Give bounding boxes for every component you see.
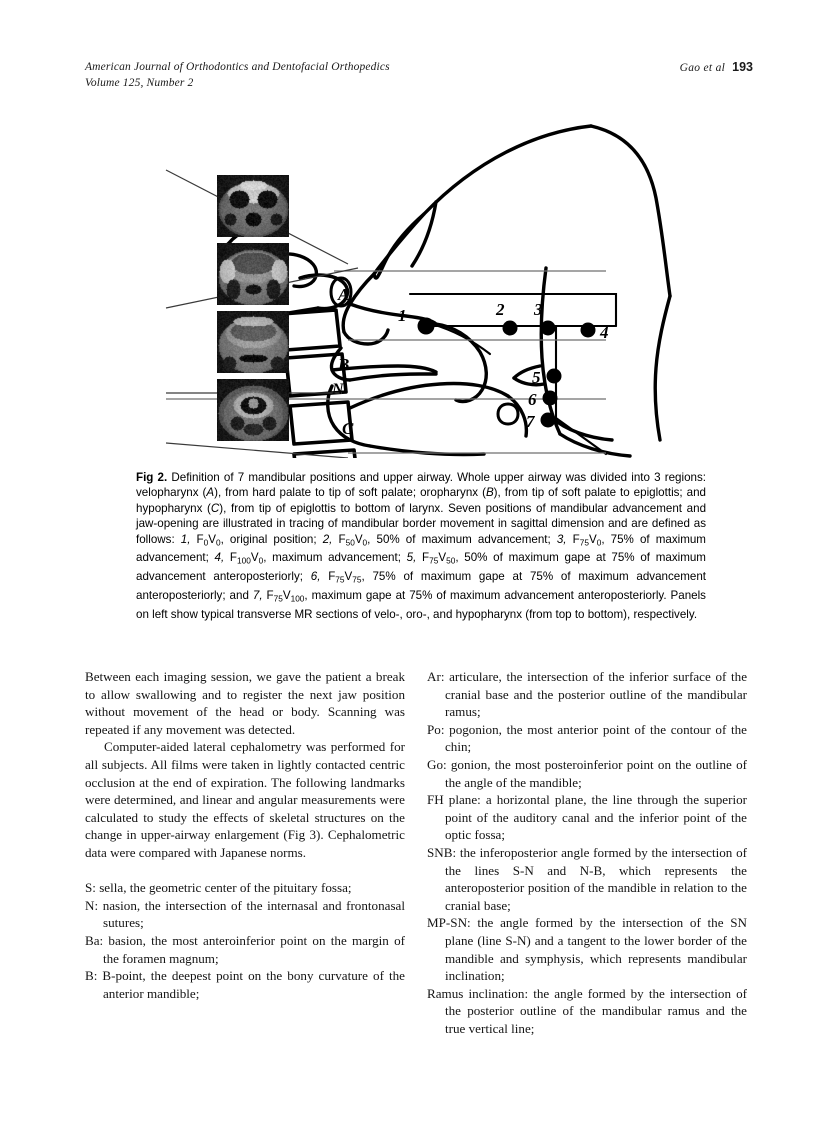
journal-volume-issue: Volume 125, Number 2 bbox=[85, 76, 194, 89]
author-citation: Gao et al bbox=[679, 62, 726, 74]
position-number-2: 2 bbox=[496, 300, 505, 319]
landmark-label-N: N bbox=[332, 381, 344, 398]
position-marker-2 bbox=[503, 321, 518, 336]
landmark-definition-entry: MP-SN: the angle formed by the intersection of the SN plane (line S-N) and a tangent to the lower border of the mandible and symphysis, which represents mandibular inclination; bbox=[427, 915, 747, 984]
landmark-definitions-right bbox=[427, 668, 747, 1037]
oropharynx-mr-section bbox=[217, 243, 289, 305]
landmark-definition-entry: Go: gonion, the most posteroinferior point on the outline of the angle of the mandible; bbox=[427, 756, 747, 790]
page-number: 193 bbox=[732, 60, 753, 74]
landmark-definition-entry: B: B-point, the deepest point on the bony curvature of the anterior mandible; bbox=[85, 968, 405, 1001]
hypopharynx-mr-section bbox=[217, 379, 289, 441]
position-marker-5 bbox=[547, 369, 562, 384]
landmark-definition-entry: Po: pogonion, the most anterior point of the contour of the chin; bbox=[427, 721, 747, 755]
landmark-definition-entry: FH plane: a horizontal plane, the line through the superior point of the auditory canal and the inferior point of the optic fossa; bbox=[427, 792, 747, 843]
position-marker-6 bbox=[543, 391, 558, 406]
paragraph-cephalometry: Computer-aided lateral cephalometry was performed for all subjects. All films were taken in lightly contacted centric occlusion at the end of expiration. The following landmarks were determined, and linear and angular measurements were calculated to study the effects of skeletal structures on the change in upper-airway enlargement (Fig 3). Cephalometric data were compared with Japanese norms. bbox=[85, 739, 405, 860]
body-column-left bbox=[85, 668, 405, 1002]
figure-caption bbox=[136, 470, 706, 622]
position-number-6: 6 bbox=[528, 390, 537, 409]
running-head bbox=[85, 60, 753, 94]
velopharynx-mr-section bbox=[217, 175, 289, 237]
position-marker-4 bbox=[581, 323, 596, 338]
position-number-5: 5 bbox=[532, 368, 541, 387]
landmark-definition-entry: S: sella, the geometric center of the pituitary fossa; bbox=[85, 880, 352, 896]
journal-title bbox=[85, 60, 390, 91]
journal-name: American Journal of Orthodontics and Dentofacial Orthopedics bbox=[85, 61, 390, 73]
position-marker-7 bbox=[541, 413, 556, 428]
oropharynx-lower-mr-section bbox=[217, 311, 289, 373]
landmark-definition-entry: N: nasion, the intersection of the internasal and frontonasal sutures; bbox=[85, 897, 405, 931]
figure-caption-text: Definition of 7 mandibular positions and upper airway. Whole upper airway was divided into 3 regions: velopharynx (A), from hard palate to tip of soft palate; oropharynx (B), from tip of soft palate to epiglottis; and hypopharynx (C), from tip of epiglottis to bottom of larynx. Seven positions of mandibular advancement and jaw-opening are illustrated in tracing of mandibular border movement in sagittal dimension and are defined as follows: 1, $F_0V_0$, original position; 2, $F_{50}V_0$, 50% of maximum advancement; 3, $F_{75}V_0$, 75% of maximum advancement; 4, $F_{100}V_0$, maximum advancement; 5, $F_{75}V_{50}$, 50% of maximum gape at 75% of maximum advancement anteroposteriorly; 6, $F_{75}V_{75}$, 75% of maximum gape at 75% of maximum advancement anteroposteriorly; and 7, $F_{75}V_{100}$, maximum gape at 75% of maximum advancement anteroposteriorly. Panels on left show typical transverse MR sections of velo-, oro-, and hypopharynx (from top to bottom), respectively. bbox=[136, 471, 707, 621]
figure-label: Fig 2. bbox=[136, 471, 168, 484]
landmark-definitions-left bbox=[85, 879, 405, 1002]
position-number-4: 4 bbox=[600, 323, 609, 342]
body-column-right bbox=[427, 668, 747, 1037]
region-label-B: B bbox=[338, 355, 350, 374]
running-head-right bbox=[680, 60, 753, 77]
region-label-A: A bbox=[338, 285, 350, 304]
position-number-3: 3 bbox=[534, 300, 543, 319]
position-marker-1 bbox=[418, 318, 435, 335]
landmark-definition-entry: Ba: basion, the most anteroinferior point on the margin of the foramen magnum; bbox=[85, 932, 405, 966]
figure-2 bbox=[136, 118, 706, 458]
region-label-C: C bbox=[342, 419, 354, 438]
landmark-definition-entry: Ar: articulare, the intersection of the inferior surface of the cranial base and the posterior outline of the mandibular ramus; bbox=[427, 669, 747, 720]
paragraph-imaging-session: Between each imaging session, we gave the patient a break to allow swallowing and to register the next jaw position without movement of the head or body. Scanning was repeated if any movement was detected. bbox=[85, 669, 405, 737]
landmark-definition-entry: Ramus inclination: the angle formed by the intersection of the posterior outline of the mandibular ramus and the true vertical line; bbox=[427, 985, 747, 1036]
position-number-1: 1 bbox=[398, 306, 407, 325]
landmark-definition-entry: SNB: the inferoposterior angle formed by the intersection of the lines S-N and N-B, which represents the anteroposterior position of the mandible in relation to the cranial base; bbox=[427, 844, 747, 913]
position-marker-3 bbox=[541, 321, 556, 336]
position-number-7: 7 bbox=[526, 412, 535, 431]
